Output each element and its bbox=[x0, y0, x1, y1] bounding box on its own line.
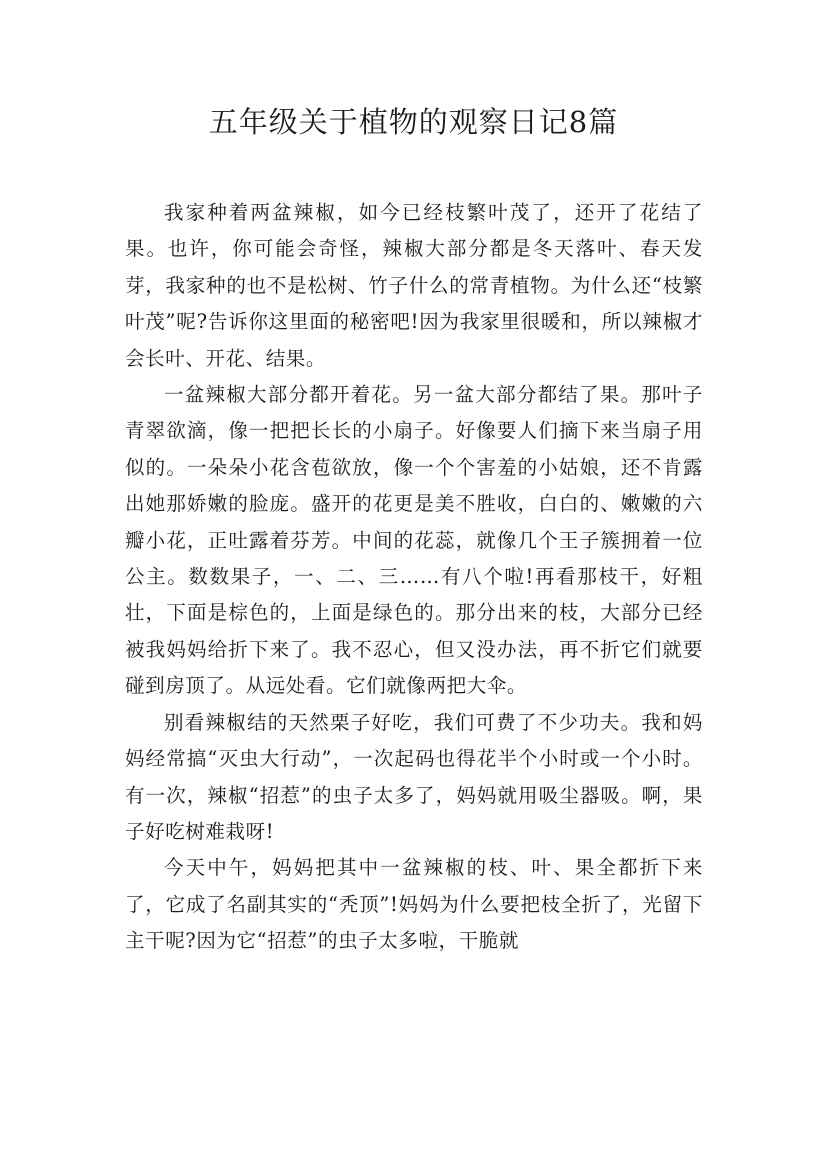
paragraph: 今天中午，妈妈把其中一盆辣椒的枝、叶、果全都折下来了，它成了名副其实的“秃顶”!妈妈为什么要把枝全折了，光留下主干呢?因为它“招惹”的虫子太多啦，干脆就 bbox=[125, 856, 703, 953]
document-body bbox=[125, 195, 703, 960]
paragraph: 别看辣椒结的天然栗子好吃，我们可费了不少功夫。我和妈妈经常搞“灭虫大行动”，一次起码也得花半个小时或一个小时。有一次，辣椒“招惹”的虫子太多了，妈妈就用吸尘器吸。啊，果子好吃树难栽呀! bbox=[125, 710, 703, 843]
paragraph: 我家种着两盆辣椒，如今已经枝繁叶茂了，还开了花结了果。也许，你可能会奇怪，辣椒大部分都是冬天落叶、春天发芽，我家种的也不是松树、竹子什么的常青植物。为什么还“枝繁叶茂”呢?告诉你这里面的秘密吧!因为我家里很暖和，所以辣椒才会长叶、开花、结果。 bbox=[125, 201, 703, 370]
document-title: 五年级关于植物的观察日记8篇 bbox=[208, 105, 619, 139]
paragraph: 一盆辣椒大部分都开着花。另一盆大部分都结了果。那叶子青翠欲滴，像一把把长长的小扇子。好像要人们摘下来当扇子用似的。一朵朵小花含苞欲放，像一个个害羞的小姑娘，还不肯露出她那娇嫩的脸庞。盛开的花更是美不胜收，白白的、嫩嫩的六瓣小花，正吐露着芬芳。中间的花蕊，就像几个王子簇拥着一位公主。数数果子，一、二、三……有八个啦!再看那枝干，好粗壮，下面是棕色的，上面是绿色的。那分出来的枝，大部分已经被我妈妈给折下来了。我不忍心，但又没办法，再不折它们就要碰到房顶了。从远处看。它们就像两把大伞。 bbox=[125, 383, 703, 698]
